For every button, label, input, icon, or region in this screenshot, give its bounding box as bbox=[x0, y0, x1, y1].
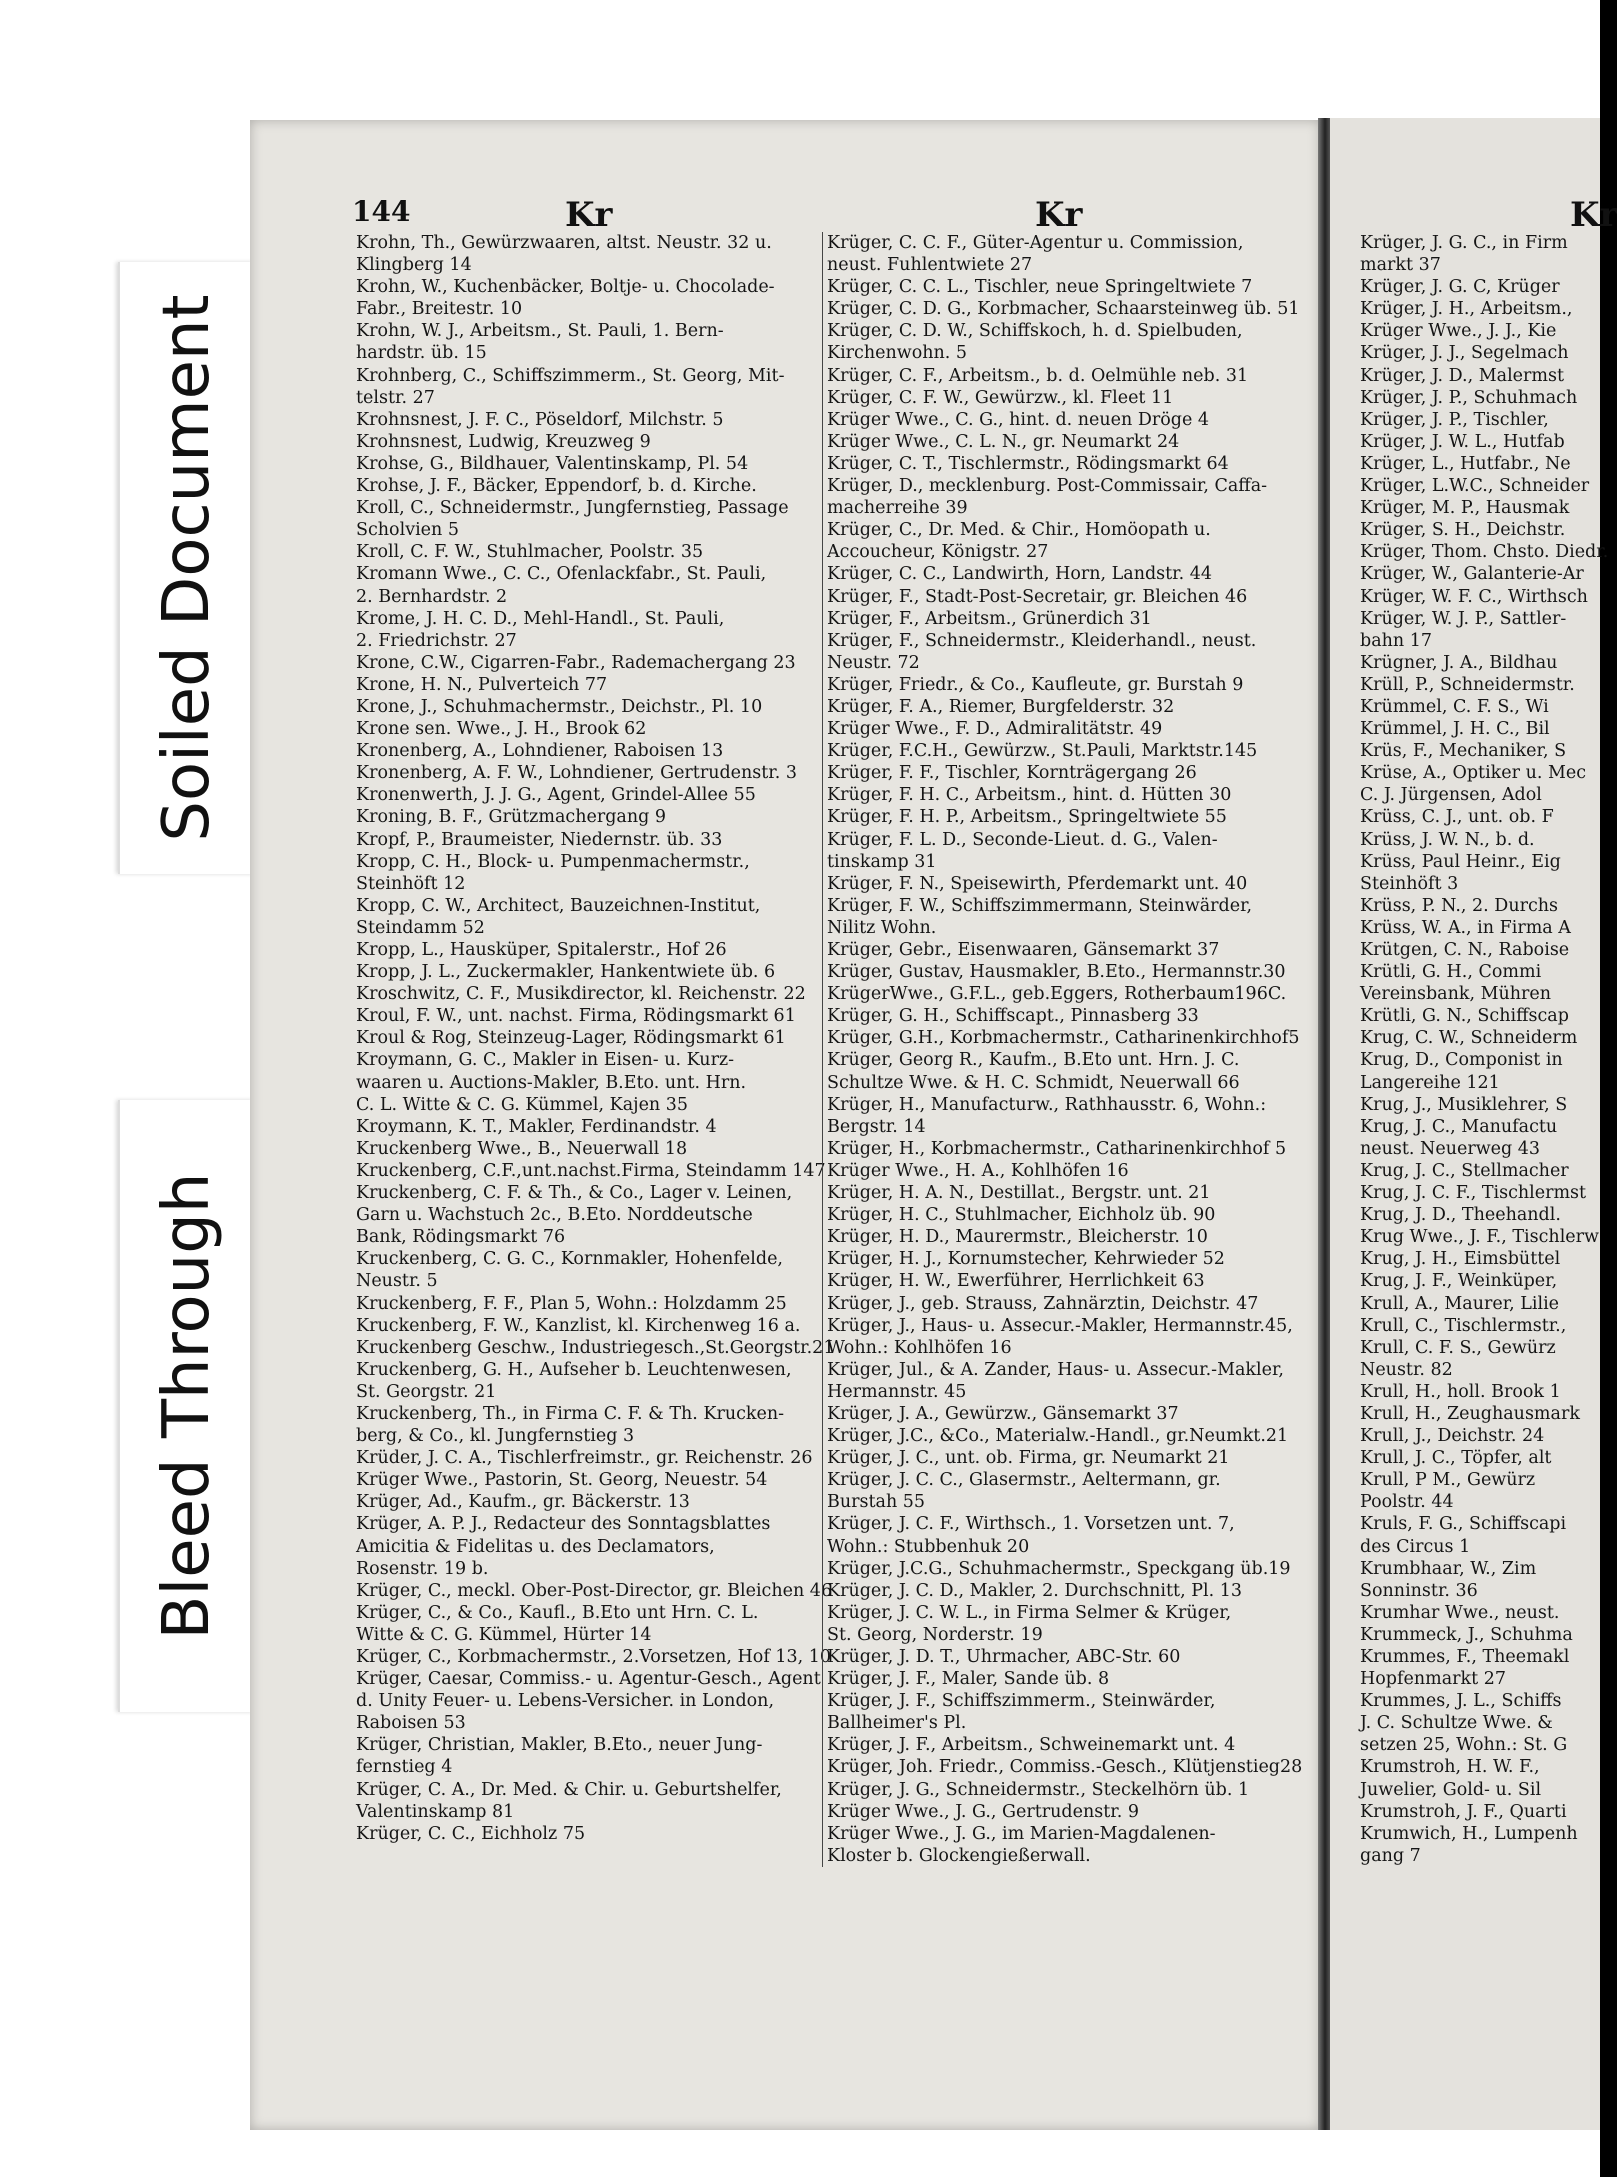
directory-entry-line: Krüger, C. D. W., Schiffskoch, h. d. Spielbuden, bbox=[827, 321, 1243, 342]
directory-entry-line: Krone sen. Wwe., J. H., Brook 62 bbox=[356, 719, 647, 740]
directory-entry-line: Krüger Wwe., F. D., Admiralitätstr. 49 bbox=[827, 719, 1163, 740]
directory-entry-line: Krüger, F. N., Speisewirth, Pferdemarkt unt. 40 bbox=[827, 873, 1248, 894]
directory-entry-line: Krull, J. C., Töpfer, alt bbox=[1360, 1448, 1552, 1469]
directory-entry-line: hardstr. üb. 15 bbox=[356, 343, 487, 364]
directory-entry-line: Krüss, P. N., 2. Durchs bbox=[1360, 895, 1559, 916]
directory-entry-line: Krug Wwe., J. F., Tischlerw bbox=[1360, 1227, 1599, 1248]
directory-entry-line: Krüger, L., Hutfabr., Ne bbox=[1360, 453, 1571, 474]
directory-entry-line: tinskamp 31 bbox=[827, 851, 937, 872]
directory-entry-line: Krohn, W. J., Arbeitsm., St. Pauli, 1. Bern- bbox=[356, 321, 724, 342]
directory-entry-line: C. J. Jürgensen, Adol bbox=[1360, 785, 1542, 806]
directory-entry-line: Kropp, C. H., Block- u. Pumpenmachermstr., bbox=[356, 851, 750, 872]
directory-entry-line: Hermannstr. 45 bbox=[827, 1381, 967, 1402]
directory-entry-line: Krüger, Gebr., Eisenwaaren, Gänsemarkt 37 bbox=[827, 940, 1220, 960]
directory-entry-line: Krüger, C. F., Arbeitsm., b. d. Oelmühle neb. 31 bbox=[827, 365, 1249, 386]
directory-entry-line: Hopfenmarkt 27 bbox=[1360, 1669, 1506, 1690]
directory-entry-line: Krohse, J. F., Bäcker, Eppendorf, b. d. Kirche. bbox=[356, 476, 757, 497]
directory-entry-line: Kromann Wwe., C. C., Ofenlackfabr., St. Pauli, bbox=[356, 564, 767, 585]
directory-entry-line: Krüger, F., Stadt-Post-Secretair, gr. Bleichen 46 bbox=[827, 586, 1248, 607]
directory-entry-line: Krull, J., Deichstr. 24 bbox=[1360, 1426, 1545, 1447]
directory-column-right bbox=[1360, 232, 1609, 1867]
directory-entry-line: Krull, P M., Gewürz bbox=[1360, 1470, 1536, 1491]
directory-entry-line: Burstah 55 bbox=[827, 1492, 926, 1513]
directory-entry-line: Krüger, J. W. L., Hutfab bbox=[1360, 431, 1565, 452]
scan-bottom-margin bbox=[252, 2130, 1600, 2177]
directory-entry-line: Wohn.: Kohlhöfen 16 bbox=[827, 1337, 1012, 1358]
directory-entry-line: Krüger, J. C. F., Wirthsch., 1. Vorsetzen unt. 7, bbox=[827, 1514, 1235, 1535]
directory-entry-line: Krüger, C., Korbmachermstr., 2.Vorsetzen, Hof 13, 10 bbox=[356, 1647, 832, 1667]
directory-entry-line: Krüger, G.H., Korbmachermstr., Catharinenkirchhof5 bbox=[827, 1028, 1300, 1049]
directory-entry-line: berg, & Co., kl. Jungfernstieg 3 bbox=[356, 1426, 635, 1447]
directory-entry-line: Krüger Wwe., Pastorin, St. Georg, Neuestr. 54 bbox=[356, 1470, 768, 1491]
directory-entry-line: Krüger, Jul., & A. Zander, Haus- u. Assecur.-Makler, bbox=[827, 1359, 1284, 1380]
directory-entry-line: setzen 25, Wohn.: St. G bbox=[1360, 1735, 1568, 1756]
directory-entry-line: Krüger, J. C. W. L., in Firma Selmer & Krüger, bbox=[827, 1602, 1232, 1623]
directory-entry-line: Kropp, J. L., Zuckermakler, Hankentwiete üb. 6 bbox=[356, 962, 776, 983]
directory-entry-line: Langereihe 121 bbox=[1360, 1072, 1500, 1093]
directory-entry-line: Krüger, W. F. C., Wirthsch bbox=[1360, 586, 1588, 607]
directory-entry-line: Krumstroh, J. F., Quarti bbox=[1360, 1801, 1567, 1822]
directory-entry-line: Krohse, G., Bildhauer, Valentinskamp, Pl. 54 bbox=[356, 453, 749, 474]
directory-entry-line: Amicitia & Fidelitas u. des Declamators, bbox=[356, 1536, 715, 1557]
directory-entry-line: Krüse, A., Optiker u. Mec bbox=[1360, 763, 1587, 784]
directory-entry-line: Krug, J. C., Manufactu bbox=[1360, 1116, 1558, 1137]
directory-entry-line: Krumbhaar, W., Zim bbox=[1360, 1558, 1537, 1579]
directory-entry-line: d. Unity Feuer- u. Lebens-Versicher. in London, bbox=[356, 1691, 775, 1712]
page-heading-middle: Kr bbox=[1035, 195, 1083, 235]
directory-entry-line: des Circus 1 bbox=[1360, 1536, 1471, 1557]
directory-entry-line: Krüger, J. F., Arbeitsm., Schweinemarkt unt. 4 bbox=[827, 1735, 1236, 1756]
directory-entry-line: Kronenwerth, J. J. G., Agent, Grindel-Allee 55 bbox=[356, 785, 756, 806]
directory-entry-line: neust. Fuhlentwiete 27 bbox=[827, 255, 1033, 276]
directory-entry-line: Krull, H., Zeughausmark bbox=[1360, 1403, 1580, 1424]
directory-entry-line: Krüger, H. A. N., Destillat., Bergstr. unt. 21 bbox=[827, 1183, 1211, 1204]
directory-entry-line: bahn 17 bbox=[1360, 630, 1433, 651]
directory-entry-line: Kropp, C. W., Architect, Bauzeichnen-Institut, bbox=[356, 895, 761, 916]
directory-entry-line: Kruckenberg, C. F. & Th., & Co., Lager v. Leinen, bbox=[356, 1183, 793, 1204]
directory-column-middle bbox=[822, 232, 1315, 1867]
directory-entry-line: Krütli, G. N., Schiffscap bbox=[1360, 1006, 1569, 1027]
directory-entry-line: Krug, C. W., Schneiderm bbox=[1360, 1028, 1578, 1049]
adjacent-page-heading: Kr bbox=[1570, 195, 1617, 235]
directory-entry-line: markt 37 bbox=[1360, 255, 1441, 276]
directory-entry-line: Raboisen 53 bbox=[356, 1713, 466, 1734]
soiled-document-text: Soiled Document bbox=[150, 294, 224, 842]
directory-entry-line: St. Georgstr. 21 bbox=[356, 1381, 497, 1402]
directory-entry-line: Kloster b. Glockengießerwall. bbox=[827, 1845, 1091, 1866]
directory-entry-line: Krüger, H. J., Kornumstecher, Kehrwieder 52 bbox=[827, 1249, 1225, 1270]
directory-entry-line: Krüger, J.C., &Co., Materialw.-Handl., gr.Neumkt.21 bbox=[827, 1426, 1289, 1447]
directory-entry-line: Krüger, A. P. J., Redacteur des Sonntagsblattes bbox=[356, 1514, 771, 1535]
directory-entry-line: Kroschwitz, C. F., Musikdirector, kl. Reichenstr. 22 bbox=[356, 984, 806, 1005]
directory-entry-line: Krohn, W., Kuchenbäcker, Boltje- u. Chocolade- bbox=[356, 277, 775, 298]
directory-entry-line: Krüger, F. H. C., Arbeitsm., hint. d. Hütten 30 bbox=[827, 785, 1232, 806]
directory-entry-line: Steindamm 52 bbox=[356, 917, 485, 938]
directory-entry-line: Krüger, J. J., Segelmach bbox=[1360, 343, 1569, 364]
directory-entry-line: telstr. 27 bbox=[356, 387, 435, 408]
directory-entry-line: Krüger, S. H., Deichstr. bbox=[1360, 520, 1566, 541]
directory-entry-line: Nilitz Wohn. bbox=[827, 917, 937, 938]
directory-entry-line: Kroul, F. W., unt. nachst. Firma, Rödingsmarkt 61 bbox=[356, 1006, 796, 1027]
directory-entry-line: Krüger, H., Manufacturw., Rathhausstr. 6, Wohn.: bbox=[827, 1094, 1267, 1115]
directory-entry-line: Krüger, C. T., Tischlermstr., Rödingsmarkt 64 bbox=[827, 453, 1229, 474]
directory-entry-line: Krütli, G. H., Commi bbox=[1360, 962, 1542, 983]
directory-entry-line: Krug, J. D., Theehandl. bbox=[1360, 1205, 1561, 1226]
directory-entry-line: Krüger, Georg R., Kaufm., B.Eto unt. Hrn. J. C. bbox=[827, 1050, 1240, 1071]
directory-entry-line: Krüger, J. C., unt. ob. Firma, gr. Neumarkt 21 bbox=[827, 1448, 1230, 1469]
directory-entry-line: neust. Neuerweg 43 bbox=[1360, 1138, 1541, 1159]
directory-entry-line: Kroymann, K. T., Makler, Ferdinandstr. 4 bbox=[356, 1116, 717, 1137]
scan-top-margin bbox=[252, 0, 1600, 120]
directory-entry-line: Krüll, P., Schneidermstr. bbox=[1360, 674, 1575, 695]
directory-entry-line: Krüger, Caesar, Commiss.- u. Agentur-Gesch., Agent bbox=[356, 1669, 821, 1690]
directory-entry-line: Krüger, F. H. P., Arbeitsm., Springeltwiete 55 bbox=[827, 807, 1227, 828]
directory-entry-line: Krull, H., holl. Brook 1 bbox=[1360, 1381, 1561, 1402]
directory-entry-line: Krüger Wwe., C. G., hint. d. neuen Dröge 4 bbox=[827, 409, 1210, 430]
directory-entry-line: Krüger, J. G. C, Krüger bbox=[1360, 277, 1560, 298]
directory-entry-line: Krüger, J. D., Malermst bbox=[1360, 365, 1564, 386]
directory-entry-line: Klingberg 14 bbox=[356, 255, 472, 276]
directory-entry-line: Krumstroh, H. W. F., bbox=[1360, 1757, 1540, 1778]
label-sidebar bbox=[0, 0, 252, 2177]
directory-entry-line: Krug, J. H., Eimsbüttel bbox=[1360, 1249, 1561, 1270]
directory-entry-line: Krone, J., Schuhmachermstr., Deichstr., Pl. 10 bbox=[356, 696, 763, 717]
directory-entry-line: Krone, H. N., Pulverteich 77 bbox=[356, 674, 608, 695]
directory-entry-line: Krüss, W. A., in Firma A bbox=[1360, 917, 1571, 938]
directory-entry-line: Krüger, G. H., Schiffscapt., Pinnasberg 33 bbox=[827, 1006, 1199, 1027]
directory-entry-line: Krüger, H. D., Maurermstr., Bleicherstr. 10 bbox=[827, 1227, 1208, 1248]
directory-entry-line: Witte & C. G. Kümmel, Hürter 14 bbox=[356, 1624, 652, 1645]
directory-entry-line: Vereinsbank, Mühren bbox=[1360, 984, 1552, 1005]
directory-entry-line: Kruckenberg Wwe., B., Neuerwall 18 bbox=[356, 1138, 688, 1159]
directory-entry-line: Krummes, J. L., Schiffs bbox=[1360, 1691, 1562, 1712]
directory-entry-line: Bank, Rödingsmarkt 76 bbox=[356, 1227, 566, 1248]
directory-entry-line: Kropf, P., Braumeister, Niedernstr. üb. 33 bbox=[356, 829, 723, 850]
directory-entry-line: Krüger, C. A., Dr. Med. & Chir. u. Geburtshelfer, bbox=[356, 1779, 782, 1800]
directory-entry-line: Kruckenberg, F. F., Plan 5, Wohn.: Holzdamm 25 bbox=[356, 1293, 787, 1314]
directory-entry-line: Krüger, F., Schneidermstr., Kleiderhandl., neust. bbox=[827, 630, 1257, 651]
directory-entry-line: Krüss, C. J., unt. ob. F bbox=[1360, 807, 1554, 828]
directory-entry-line: Garn u. Wachstuch 2c., B.Eto. Norddeutsche bbox=[356, 1205, 753, 1226]
directory-entry-line: Scholvien 5 bbox=[356, 520, 460, 541]
directory-entry-line: Krug, D., Componist in bbox=[1360, 1050, 1563, 1071]
directory-entry-line: Krüger, J. A., Gewürzw., Gänsemarkt 37 bbox=[827, 1403, 1179, 1424]
directory-entry-line: Krumhar Wwe., neust. bbox=[1360, 1602, 1560, 1623]
directory-entry-line: Krüger, J. F., Maler, Sande üb. 8 bbox=[827, 1669, 1110, 1690]
directory-entry-line: Krüger, J. C. C., Glasermstr., Aeltermann, gr. bbox=[827, 1470, 1221, 1491]
directory-entry-line: Krüger, C. C., Landwirth, Horn, Landstr. 44 bbox=[827, 564, 1213, 585]
directory-entry-line: Krüger Wwe., J. G., im Marien-Magdalenen- bbox=[827, 1823, 1216, 1844]
directory-entry-line: Krohnberg, C., Schiffszimmerm., St. Georg, Mit- bbox=[356, 365, 785, 386]
directory-entry-line: Krüger, F. F., Tischler, Kornträgergang 26 bbox=[827, 763, 1197, 784]
directory-entry-line: Krüger, H. W., Ewerführer, Herrlichkeit 63 bbox=[827, 1271, 1205, 1292]
directory-entry-line: Krüger, J. C. D., Makler, 2. Durchschnitt, Pl. 13 bbox=[827, 1580, 1242, 1601]
bleed-through-label bbox=[118, 1100, 254, 1712]
directory-entry-line: Krüss, Paul Heinr., Eig bbox=[1360, 851, 1561, 872]
directory-entry-line: Krummeck, J., Schuhma bbox=[1360, 1624, 1573, 1645]
directory-entry-line: Neustr. 72 bbox=[827, 652, 920, 673]
directory-entry-line: Krüger, J. H., Arbeitsm., bbox=[1360, 299, 1573, 320]
directory-entry-line: Krüger, Thom. Chsto. Diedr. bbox=[1360, 542, 1609, 563]
directory-entry-line: C. L. Witte & C. G. Kümmel, Kajen 35 bbox=[356, 1094, 689, 1115]
directory-entry-line: Krüger Wwe., C. L. N., gr. Neumarkt 24 bbox=[827, 431, 1180, 452]
directory-entry-line: Kirchenwohn. 5 bbox=[827, 343, 968, 364]
directory-entry-line: Krüger, Joh. Friedr., Commiss.-Gesch., Klütjenstieg28 bbox=[827, 1757, 1303, 1778]
directory-entry-line: Krüger, J., geb. Strauss, Zahnärztin, Deichstr. 47 bbox=[827, 1293, 1259, 1314]
directory-entry-line: Krull, C., Tischlermstr., bbox=[1360, 1315, 1567, 1336]
directory-entry-line: Krüger, D., mecklenburg. Post-Commissair, Caffa- bbox=[827, 476, 1268, 497]
directory-entry-line: Neustr. 5 bbox=[356, 1271, 438, 1292]
directory-entry-line: Krüger, F. L. D., Seconde-Lieut. d. G., Valen- bbox=[827, 829, 1218, 850]
page-number: 144 bbox=[352, 195, 411, 228]
directory-entry-line: Krüger, C., Dr. Med. & Chir., Homöopath u. bbox=[827, 520, 1211, 541]
directory-entry-line: Steinhöft 3 bbox=[1360, 873, 1459, 894]
directory-entry-line: Krüger, W., Galanterie-Ar bbox=[1360, 564, 1584, 585]
directory-entry-line: gang 7 bbox=[1360, 1845, 1421, 1866]
directory-entry-line: Krohnsnest, J. F. C., Pöseldorf, Milchstr. 5 bbox=[356, 409, 724, 430]
directory-entry-line: Krüger, J.C.G., Schuhmachermstr., Speckgang üb.19 bbox=[827, 1558, 1291, 1579]
directory-entry-line: Wohn.: Stubbenhuk 20 bbox=[827, 1536, 1030, 1557]
directory-entry-line: Fabr., Breitestr. 10 bbox=[356, 299, 523, 320]
directory-entry-line: Krone, C.W., Cigarren-Fabr., Rademachergang 23 bbox=[356, 652, 796, 673]
directory-entry-line: Krüger, C., & Co., Kaufl., B.Eto unt Hrn. C. L. bbox=[356, 1602, 759, 1623]
directory-entry-line: Krümmel, C. F. S., Wi bbox=[1360, 696, 1549, 717]
directory-entry-line: St. Georg, Norderstr. 19 bbox=[827, 1624, 1043, 1645]
directory-entry-line: Kroul & Rog, Steinzeug-Lager, Rödingsmarkt 61 bbox=[356, 1028, 786, 1049]
directory-entry-line: Rosenstr. 19 b. bbox=[356, 1558, 489, 1579]
directory-entry-line: Neustr. 82 bbox=[1360, 1359, 1453, 1380]
directory-entry-line: Krummes, F., Theemakl bbox=[1360, 1647, 1570, 1667]
directory-entry-line: Kruls, F. G., Schiffscapi bbox=[1360, 1514, 1567, 1535]
directory-entry-line: Krüger, L.W.C., Schneider bbox=[1360, 476, 1590, 497]
directory-entry-line: Krüger, F. A., Riemer, Burgfelderstr. 32 bbox=[827, 696, 1175, 717]
directory-entry-line: Krüger, C. C., Eichholz 75 bbox=[356, 1823, 586, 1844]
directory-entry-line: Krüger, Friedr., & Co., Kaufleute, gr. Burstah 9 bbox=[827, 674, 1244, 695]
directory-entry-line: Krull, A., Maurer, Lilie bbox=[1360, 1293, 1560, 1314]
directory-entry-line: Kruckenberg, G. H., Aufseher b. Leuchtenwesen, bbox=[356, 1359, 792, 1380]
directory-entry-line: Juwelier, Gold- u. Sil bbox=[1360, 1779, 1542, 1800]
directory-entry-line: Krügner, J. A., Bildhau bbox=[1360, 652, 1558, 673]
directory-entry-line: Krüger Wwe., J. J., Kie bbox=[1360, 321, 1557, 342]
directory-entry-line: Krütgen, C. N., Raboise bbox=[1360, 940, 1570, 960]
directory-entry-line: Sonninstr. 36 bbox=[1360, 1580, 1478, 1601]
directory-entry-line: Krug, J. C., Stellmacher bbox=[1360, 1160, 1569, 1181]
soiled-document-label bbox=[118, 262, 254, 874]
directory-entry-line: Ballheimer's Pl. bbox=[827, 1713, 967, 1734]
directory-entry-line: Krumwich, H., Lumpenh bbox=[1360, 1823, 1578, 1844]
directory-entry-line: Kropp, L., Hausküper, Spitalerstr., Hof 26 bbox=[356, 940, 727, 960]
directory-entry-line: Kruckenberg, C. G. C., Kornmakler, Hohenfelde, bbox=[356, 1249, 783, 1270]
page-heading-left: Kr bbox=[565, 195, 613, 235]
directory-entry-line: Kruckenberg, Th., in Firma C. F. & Th. Krucken- bbox=[356, 1403, 785, 1424]
directory-entry-line: Krüger, C. C. F., Güter-Agentur u. Commission, bbox=[827, 233, 1244, 253]
directory-entry-line: Krüger Wwe., J. G., Gertrudenstr. 9 bbox=[827, 1801, 1139, 1822]
directory-entry-line: Krug, J. F., Weinküper, bbox=[1360, 1271, 1558, 1292]
directory-entry-line: Valentinskamp 81 bbox=[356, 1801, 515, 1822]
directory-entry-line: Krüger, J. P., Tischler, bbox=[1360, 409, 1549, 430]
directory-entry-line: Krüder, J. C. A., Tischlerfreimstr., gr. Reichenstr. 26 bbox=[356, 1448, 813, 1469]
directory-entry-line: Kroll, C. F. W., Stuhlmacher, Poolstr. 35 bbox=[356, 542, 704, 563]
directory-entry-line: Krüger, C. F. W., Gewürzw., kl. Fleet 11 bbox=[827, 387, 1174, 408]
directory-entry-line: Krüger, C., meckl. Ober-Post-Director, gr. Bleichen 46 bbox=[356, 1580, 833, 1601]
directory-entry-line: Krüger, W. J. P., Sattler- bbox=[1360, 608, 1567, 629]
directory-entry-line: Krüger, Christian, Makler, B.Eto., neuer Jung- bbox=[356, 1735, 763, 1756]
directory-entry-line: 2. Friedrichstr. 27 bbox=[356, 630, 517, 651]
directory-entry-line: fernstieg 4 bbox=[356, 1757, 453, 1778]
directory-entry-line: Krüger, M. P., Hausmak bbox=[1360, 498, 1570, 519]
directory-entry-line: Krüs, F., Mechaniker, S bbox=[1360, 741, 1567, 762]
directory-entry-line: 2. Bernhardstr. 2 bbox=[356, 586, 508, 607]
directory-entry-line: Krug, J. C. F., Tischlermst bbox=[1360, 1183, 1587, 1204]
directory-entry-line: Krull, C. F. S., Gewürz bbox=[1360, 1337, 1556, 1358]
directory-entry-line: Steinhöft 12 bbox=[356, 873, 466, 894]
directory-entry-line: Krüger, J. F., Schiffszimmerm., Steinwärder, bbox=[827, 1691, 1216, 1712]
directory-entry-line: Krüger, C. C. L., Tischler, neue Springeltwiete 7 bbox=[827, 277, 1253, 298]
directory-entry-line: J. C. Schultze Wwe. & bbox=[1360, 1713, 1553, 1734]
directory-entry-line: Kronenberg, A., Lohndiener, Raboisen 13 bbox=[356, 741, 724, 762]
directory-entry-line: Krüss, J. W. N., b. d. bbox=[1360, 829, 1535, 850]
directory-entry-line: Krüger, F.C.H., Gewürzw., St.Pauli, Marktstr.145 bbox=[827, 741, 1258, 762]
directory-entry-line: Krüger, J. G. C., in Firm bbox=[1360, 233, 1568, 253]
directory-entry-line: Krüger, F., Arbeitsm., Grünerdich 31 bbox=[827, 608, 1152, 629]
directory-entry-line: Accoucheur, Königstr. 27 bbox=[827, 542, 1049, 563]
directory-entry-line: Krüger, J. G., Schneidermstr., Steckelhörn üb. 1 bbox=[827, 1779, 1250, 1800]
directory-entry-line: Kronenberg, A. F. W., Lohndiener, Gertrudenstr. 3 bbox=[356, 763, 798, 784]
directory-column-left bbox=[356, 232, 835, 1845]
directory-entry-line: Krüger, H., Korbmachermstr., Catharinenkirchhof 5 bbox=[827, 1138, 1287, 1159]
directory-entry-line: KrügerWwe., G.F.L., geb.Eggers, Rotherbaum196C. bbox=[827, 984, 1287, 1005]
directory-entry-line: Krüger, Ad., Kaufm., gr. Bäckerstr. 13 bbox=[356, 1492, 690, 1513]
directory-entry-line: Krümmel, J. H. C., Bil bbox=[1360, 719, 1550, 740]
directory-entry-line: Poolstr. 44 bbox=[1360, 1492, 1454, 1513]
directory-entry-line: Krüger, F. W., Schiffszimmermann, Steinwärder, bbox=[827, 895, 1253, 916]
directory-entry-line: Krüger, J. P., Schuhmach bbox=[1360, 387, 1578, 408]
directory-entry-line: Krohn, Th., Gewürzwaaren, altst. Neustr. 32 u. bbox=[356, 233, 772, 253]
directory-entry-line: waaren u. Auctions-Makler, B.Eto. unt. Hrn. bbox=[356, 1072, 747, 1093]
directory-entry-line: Kroymann, G. C., Makler in Eisen- u. Kurz- bbox=[356, 1050, 735, 1071]
directory-entry-line: Krome, J. H. C. D., Mehl-Handl., St. Pauli, bbox=[356, 608, 725, 629]
directory-entry-line: Schultze Wwe. & H. C. Schmidt, Neuerwall 66 bbox=[827, 1072, 1240, 1093]
directory-entry-line: Kruckenberg Geschw., Industriegesch.,St.Georgstr.21 bbox=[356, 1337, 835, 1358]
directory-entry-line: Krüger, C. D. G., Korbmacher, Schaarsteinweg üb. 51 bbox=[827, 299, 1300, 320]
directory-entry-line: Kroll, C., Schneidermstr., Jungfernstieg, Passage bbox=[356, 498, 789, 519]
directory-entry-line: Kruckenberg, F. W., Kanzlist, kl. Kirchenweg 16 a. bbox=[356, 1315, 801, 1336]
directory-entry-line: Krüger, J., Haus- u. Assecur.-Makler, Hermannstr.45, bbox=[827, 1315, 1293, 1336]
directory-entry-line: Krüger, Gustav, Hausmakler, B.Eto., Hermannstr.30 bbox=[827, 962, 1286, 983]
bleed-through-text: Bleed Through bbox=[150, 1172, 224, 1640]
directory-entry-line: Krohnsnest, Ludwig, Kreuzweg 9 bbox=[356, 431, 651, 452]
directory-entry-line: Krug, J., Musiklehrer, S bbox=[1360, 1094, 1568, 1115]
directory-entry-line: Krüger Wwe., H. A., Kohlhöfen 16 bbox=[827, 1160, 1129, 1181]
directory-entry-line: Krüger, J. D. T., Uhrmacher, ABC-Str. 60 bbox=[827, 1647, 1181, 1667]
directory-entry-line: Kroning, B. F., Grützmachergang 9 bbox=[356, 807, 667, 828]
directory-entry-line: Kruckenberg, C.F.,unt.nachst.Firma, Steindamm 147 bbox=[356, 1160, 826, 1181]
directory-entry-line: Bergstr. 14 bbox=[827, 1116, 926, 1137]
directory-entry-line: Krüger, H. C., Stuhlmacher, Eichholz üb. 90 bbox=[827, 1205, 1216, 1226]
directory-entry-line: macherreihe 39 bbox=[827, 498, 968, 519]
